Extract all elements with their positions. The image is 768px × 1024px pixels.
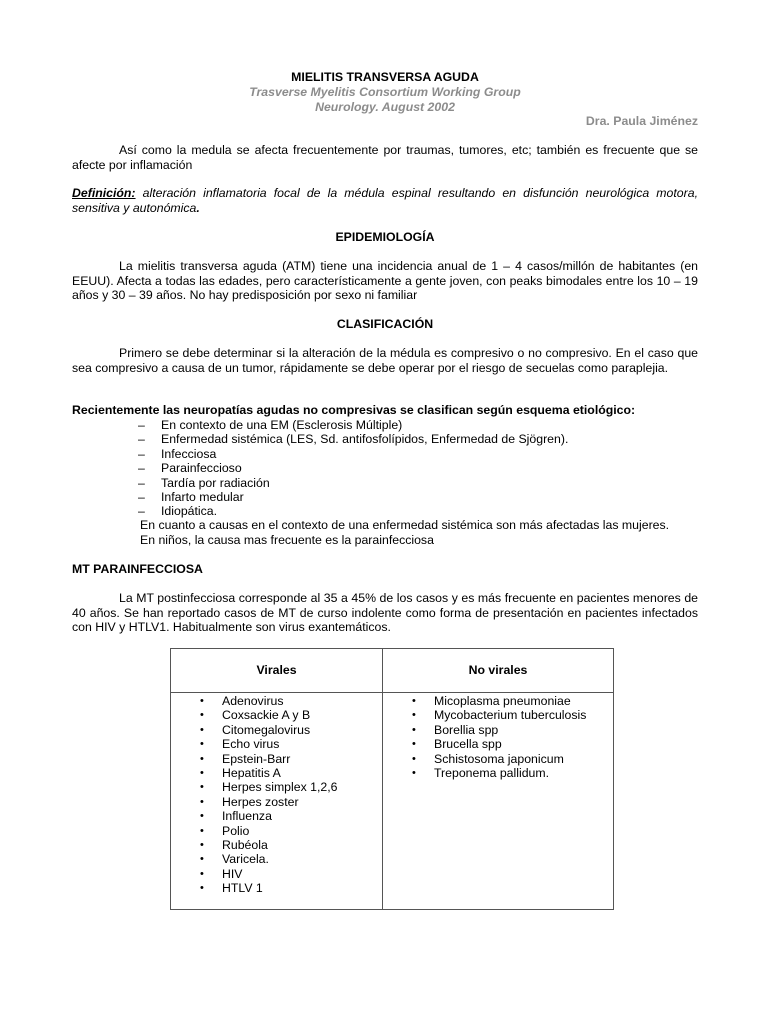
etiology-list <box>72 418 698 519</box>
intro-paragraph: Así como la medula se afecta frecuentemente por traumas, tumores, etc; también es frecuente que se afecte por inflamación <box>72 143 698 172</box>
dash-marker: – <box>138 504 145 519</box>
list-item-text: Mycobacterium tuberculosis <box>434 708 587 723</box>
non-viral-cell <box>383 693 614 910</box>
list-item: – Parainfeccioso <box>138 461 242 476</box>
list-item-text: Polio <box>222 823 250 838</box>
dash-marker: – <box>138 461 145 476</box>
list-item <box>383 766 613 780</box>
list-item-text: Treponema pallidum. <box>434 765 550 780</box>
list-item: – Idiopática. <box>138 504 218 519</box>
bullet-marker: • <box>200 810 204 823</box>
table-header-viral: Virales <box>171 649 383 693</box>
list-item-text: Epstein-Barr <box>222 751 291 766</box>
list-item <box>171 838 382 852</box>
list-item-text: Varicela. <box>222 852 269 867</box>
bullet-marker: • <box>412 752 416 765</box>
bullet-marker: • <box>200 795 204 808</box>
bullet-marker: • <box>200 867 204 880</box>
non-viral-list <box>383 693 613 780</box>
bullet-marker: • <box>200 738 204 751</box>
list-item-text: Herpes zoster <box>222 794 299 809</box>
dash-marker: – <box>138 489 145 504</box>
list-item <box>171 708 382 722</box>
list-item <box>171 766 382 780</box>
etiology-table <box>170 648 614 910</box>
list-item <box>383 723 613 737</box>
list-item <box>171 723 382 737</box>
systemic-note: En cuanto a causas en el contexto de una enfermedad sistémica son más afectadas las mujeres. <box>140 518 670 532</box>
dash-marker: – <box>138 418 145 432</box>
list-item <box>171 737 382 751</box>
bullet-marker: • <box>200 766 204 779</box>
list-item-text: Hepatitis A <box>222 765 281 780</box>
list-item-text: Coxsackie A y B <box>222 708 311 723</box>
document-author: Dra. Paula Jiménez <box>585 114 698 128</box>
list-item <box>171 852 382 866</box>
document-subtitle-group: Trasverse Myelitis Consortium Working Group <box>249 85 521 99</box>
list-item-text: Adenovirus <box>222 694 284 708</box>
dash-marker: – <box>138 446 145 461</box>
classification-heading: CLASIFICACIÓN <box>336 317 434 331</box>
list-item <box>383 737 613 751</box>
list-item: – Infecciosa <box>138 446 217 461</box>
list-item-text: Herpes simplex 1,2,6 <box>222 780 338 795</box>
definition-paragraph <box>72 186 698 215</box>
list-item-text: HTLV 1 <box>222 881 263 896</box>
viral-list <box>171 693 382 895</box>
list-item-text: Rubéola <box>222 837 268 852</box>
list-item: – En contexto de una EM (Esclerosis Múltiple) <box>138 418 403 432</box>
list-item-text: Brucella spp <box>434 737 502 752</box>
list-item: – Tardía por radiación <box>138 475 270 490</box>
bullet-marker: • <box>412 723 416 736</box>
document-title: MIELITIS TRANSVERSA AGUDA <box>291 70 479 84</box>
bullet-marker: • <box>412 766 416 779</box>
epidemiology-paragraph: La mielitis transversa aguda (ATM) tiene una incidencia anual de 1 – 4 casos/millón de habitantes (en EEUU). Afecta a todas las edades, pero característicamente a gente joven, con peaks bimodales entre los 10 – 19 años y 30 – 39 años. No hay predisposición por sexo ni familiar <box>72 259 698 303</box>
list-item <box>171 780 382 794</box>
definition-end: . <box>196 200 200 215</box>
bullet-marker: • <box>200 882 204 895</box>
document-subtitle-journal: Neurology. August 2002 <box>315 100 455 114</box>
bullet-marker: • <box>200 709 204 722</box>
list-item <box>171 881 382 895</box>
definition-text: alteración inflamatoria focal de la médula espinal resultando en disfunción neurológica motora, sensitiva y autonómica <box>72 186 698 215</box>
definition-label: Definición: <box>72 186 136 200</box>
bullet-marker: • <box>200 695 204 707</box>
list-item <box>171 795 382 809</box>
list-item-text: Micoplasma pneumoniae <box>434 694 571 708</box>
table-header-non-viral: No virales <box>383 649 614 693</box>
list-item <box>171 809 382 823</box>
list-item: – Enfermedad sistémica (LES, Sd. antifosfolípidos, Enfermedad de Sjögren). <box>138 432 569 447</box>
list-item-text: HIV <box>222 866 243 881</box>
bullet-marker: • <box>200 824 204 837</box>
list-item <box>171 824 382 838</box>
viral-cell <box>171 693 383 910</box>
list-item-text: Citomegalovirus <box>222 722 311 737</box>
list-item-text: Borellia spp <box>434 722 499 737</box>
list-item-text: Influenza <box>222 809 272 824</box>
bullet-marker: • <box>200 853 204 866</box>
parainfectious-paragraph: La MT postinfecciosa corresponde al 35 a 45% de los casos y es más frecuente en pacientes menores de 40 años. Se han reportado casos de MT de curso indolente como forma de presentación en pacientes infectados con HIV y HTLV1. Habitualmente son virus exantemáticos. <box>72 591 698 635</box>
dash-marker: – <box>138 432 145 447</box>
dash-marker: – <box>138 475 145 490</box>
list-item <box>171 867 382 881</box>
bullet-marker: • <box>412 709 416 722</box>
bullet-marker: • <box>200 838 204 851</box>
list-item <box>383 752 613 766</box>
parainfectious-heading: MT PARAINFECCIOSA <box>72 562 203 576</box>
bullet-marker: • <box>200 781 204 794</box>
bullet-marker: • <box>200 752 204 765</box>
bullet-marker: • <box>412 738 416 751</box>
children-note: En niños, la causa mas frecuente es la parainfecciosa <box>140 533 434 547</box>
classification-paragraph: Primero se debe determinar si la alteración de la médula es compresivo o no compresivo. En el caso que sea compresivo a causa de un tumor, rápidamente se debe operar por el riesgo de secuelas como paraplejia. <box>72 346 698 375</box>
list-item <box>383 694 613 708</box>
list-item <box>171 752 382 766</box>
list-item <box>171 694 382 708</box>
bullet-marker: • <box>200 723 204 736</box>
list-item: – Infarto medular <box>138 489 244 504</box>
etiology-list-heading: Recientemente las neuropatías agudas no compresivas se clasifican según esquema etiológico: <box>72 403 636 417</box>
epidemiology-heading: EPIDEMIOLOGÍA <box>335 230 435 244</box>
bullet-marker: • <box>412 695 416 707</box>
list-item <box>383 708 613 722</box>
list-item-text: Echo virus <box>222 737 280 752</box>
list-item-text: Schistosoma japonicum <box>434 751 564 766</box>
